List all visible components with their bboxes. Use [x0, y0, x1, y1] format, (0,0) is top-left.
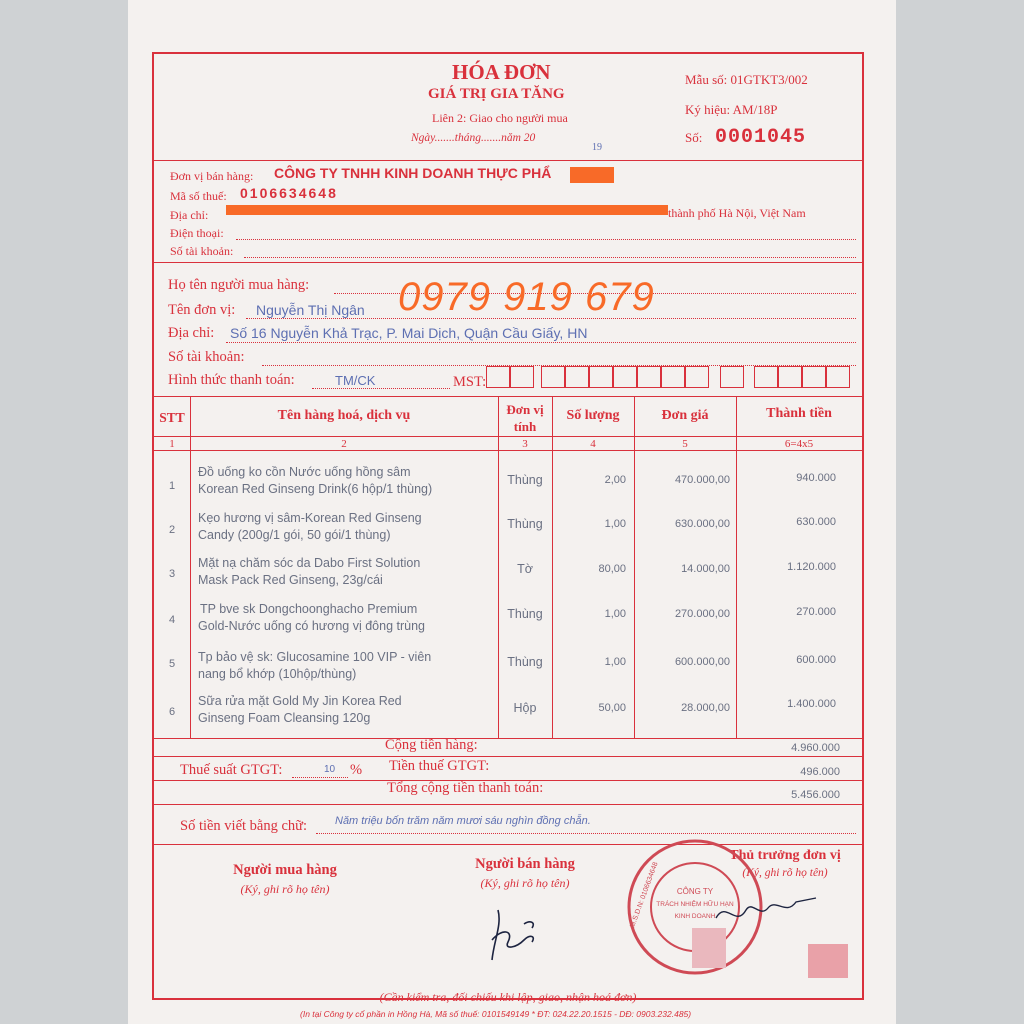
vat-amount-value: 496.000: [800, 766, 840, 778]
buyer-account-label: Số tài khoản:: [168, 349, 245, 365]
stamp-text-line3: KINH DOANH: [674, 913, 716, 920]
row-unit: Hộp: [513, 701, 537, 715]
row-unit: Thùng: [507, 473, 543, 487]
invoice-title: HÓA ĐƠN: [452, 60, 551, 84]
row-unit: Thùng: [507, 607, 543, 621]
check-note: (Cần kiểm tra, đối chiếu khi lập, giao, nhận hoá đơn): [379, 990, 637, 1004]
invoice-number-label: Số:: [685, 130, 703, 145]
row-qty: 1,00: [604, 656, 626, 668]
row-item-name-line2: nang bổ khớp (10hộp/thùng): [198, 667, 357, 681]
subtotal-value: 4.960.000: [791, 742, 840, 754]
svg-text:M.S.D.N: 0106634648: M.S.D.N: 0106634648: [629, 861, 660, 929]
director-signature-icon: [712, 888, 822, 938]
col-index-1: 1: [169, 438, 175, 450]
row-qty: 1,00: [604, 518, 626, 530]
row-unit: Thùng: [507, 517, 543, 531]
subtotal-label: Cộng tiền hàng:: [385, 737, 478, 753]
amount-in-words-value: Năm triệu bốn trăm năm mươi sáu nghìn đồng chẵn.: [335, 815, 591, 827]
buyer-unit-label: Tên đơn vị:: [168, 302, 236, 318]
row-qty: 80,00: [598, 563, 626, 575]
seller-address-tail: thành phố Hà Nội, Việt Nam: [668, 206, 806, 220]
row-amount: 600.000: [796, 654, 836, 666]
buyer-address-value: Số 16 Nguyễn Khả Trạc, P. Mai Dịch, Quận Cầu Giấy, HN: [230, 325, 588, 341]
row-item-name-line2: Korean Red Ginseng Drink(6 hộp/1 thùng): [198, 482, 433, 496]
row-amount: 630.000: [796, 516, 836, 528]
seller-phone-label: Điện thoại:: [170, 226, 224, 240]
seller-account-label: Số tài khoản:: [170, 244, 234, 258]
row-stt: 1: [168, 480, 176, 492]
form-number: Mẫu số: 01GTKT3/002: [685, 72, 808, 87]
row-item-name-line1: Đồ uống ko cồn Nước uống hồng sâm: [198, 465, 411, 479]
seller-signature-icon: [480, 900, 550, 970]
row-stt: 4: [168, 614, 176, 626]
overlay-phone-number: 0979 919 679: [398, 275, 655, 319]
row-item-name-line1: Mặt nạ chăm sóc da Dabo First Solution: [198, 556, 421, 570]
redaction-seller-name: [570, 167, 614, 183]
seller-signature-note: (Ký, ghi rõ họ tên): [480, 876, 570, 890]
payment-method-value: TM/CK: [335, 373, 376, 388]
row-amount: 940.000: [796, 472, 836, 484]
row-price: 600.000,00: [674, 656, 730, 668]
row-amount: 1.400.000: [787, 698, 836, 710]
row-unit: Tờ: [517, 562, 533, 576]
row-qty: 50,00: [598, 702, 626, 714]
vat-rate-value: 10: [324, 764, 336, 775]
col-header-price: Đơn giá: [661, 408, 709, 423]
invoice-number: 0001045: [715, 126, 807, 149]
col-header-unit: Đơn vị tính: [506, 402, 544, 434]
col-index-3: 3: [522, 438, 528, 450]
col-index-4: 4: [590, 438, 596, 450]
stamp-text-line1: CÔNG TY: [676, 887, 714, 896]
row-amount: 1.120.000: [787, 561, 836, 573]
seller-tax-code: 0106634648: [240, 185, 338, 201]
seller-name-label: Đơn vị bán hàng:: [170, 169, 254, 183]
seller-signature-title: Người bán hàng: [475, 856, 575, 872]
col-header-name: Tên hàng hoá, dịch vụ: [277, 408, 411, 423]
col-header-stt: STT: [159, 410, 185, 425]
row-stt: 5: [168, 658, 176, 670]
col-index-2: 2: [341, 438, 347, 450]
date-year: 19: [592, 142, 602, 153]
row-price: 14.000,00: [681, 563, 730, 575]
head-signature-title: Thủ trưởng đơn vị: [729, 848, 841, 863]
row-item-name-line1: Tp bảo vệ sk: Glucosamine 100 VIP - viên: [198, 650, 432, 664]
col-index-6: 6=4x5: [784, 438, 814, 450]
seller-name: CÔNG TY TNHH KINH DOANH THỰC PHẨ: [274, 165, 552, 181]
buyer-address-label: Địa chỉ:: [168, 325, 215, 341]
buyer-signature-note: (Ký, ghi rõ họ tên): [240, 882, 330, 896]
payment-method-label: Hình thức thanh toán:: [168, 372, 295, 388]
buyer-signature-title: Người mua hàng: [233, 862, 337, 878]
row-qty: 2,00: [604, 474, 626, 486]
seller-tax-label: Mã số thuế:: [170, 189, 227, 203]
grand-total-label: Tổng cộng tiền thanh toán:: [387, 780, 544, 796]
row-unit: Thùng: [507, 655, 543, 669]
printer-note: (In tại Công ty cổ phần in Hồng Hà, Mã số thuế: 0101549149 * ĐT: 024.22.20.1515 - DĐ: 0903.232.485): [300, 1009, 692, 1019]
row-item-name-line1: Kẹo hương vị sâm-Korean Red Ginseng: [198, 511, 422, 525]
buyer-name-label: Họ tên người mua hàng:: [168, 277, 310, 293]
grand-total-value: 5.456.000: [791, 789, 840, 801]
row-price: 28.000,00: [681, 702, 730, 714]
copy-note: Liên 2: Giao cho người mua: [432, 111, 568, 125]
date-line: Ngày.......tháng.......năm 20: [411, 132, 536, 144]
row-price: 630.000,00: [674, 518, 730, 530]
amount-in-words-label: Số tiền viết bằng chữ:: [180, 818, 308, 834]
invoice-subtitle: GIÁ TRỊ GIA TĂNG: [428, 86, 565, 102]
row-stt: 6: [168, 706, 176, 718]
invoice-symbol: Ký hiệu: AM/18P: [685, 102, 778, 117]
row-price: 470.000,00: [674, 474, 730, 486]
buyer-unit-value: Nguyễn Thị Ngân: [256, 302, 365, 318]
redaction-seller-address: [226, 205, 668, 215]
row-item-name-line2: Candy (200g/1 gói, 50 gói/1 thùng): [198, 528, 391, 542]
row-amount: 270.000: [796, 606, 836, 618]
row-stt: 2: [168, 524, 176, 536]
col-header-qty: Số lượng: [566, 408, 620, 423]
redaction-blur-right: [808, 944, 848, 978]
row-item-name-line1: TP bve sk Dongchoonghacho Premium: [200, 602, 418, 616]
vat-amount-label: Tiền thuế GTGT:: [389, 758, 490, 774]
head-signature-note: (Ký, ghi rõ họ tên): [742, 867, 828, 879]
row-item-name-line2: Ginseng Foam Cleansing 120g: [198, 711, 371, 725]
mst-label: MST:: [453, 374, 487, 390]
row-stt: 3: [168, 568, 176, 580]
row-item-name-line2: Mask Pack Red Ginseng, 23g/cái: [198, 573, 383, 587]
row-qty: 1,00: [604, 608, 626, 620]
redaction-blur-left: [692, 928, 726, 968]
vat-rate-label: Thuế suất GTGT:: [180, 762, 283, 778]
col-index-5: 5: [682, 438, 688, 450]
seller-address-label: Địa chỉ:: [170, 208, 209, 222]
vat-rate-unit: %: [350, 762, 363, 778]
row-item-name-line2: Gold-Nước uống có hương vị đông trùng: [198, 619, 426, 633]
row-item-name-line1: Sữa rửa mặt Gold My Jin Korea Red: [198, 694, 402, 708]
stamp-text-line2: TRÁCH NHIỆM HỮU HẠN: [656, 901, 734, 908]
row-price: 270.000,00: [674, 608, 730, 620]
col-header-amount: Thành tiền: [766, 406, 832, 421]
